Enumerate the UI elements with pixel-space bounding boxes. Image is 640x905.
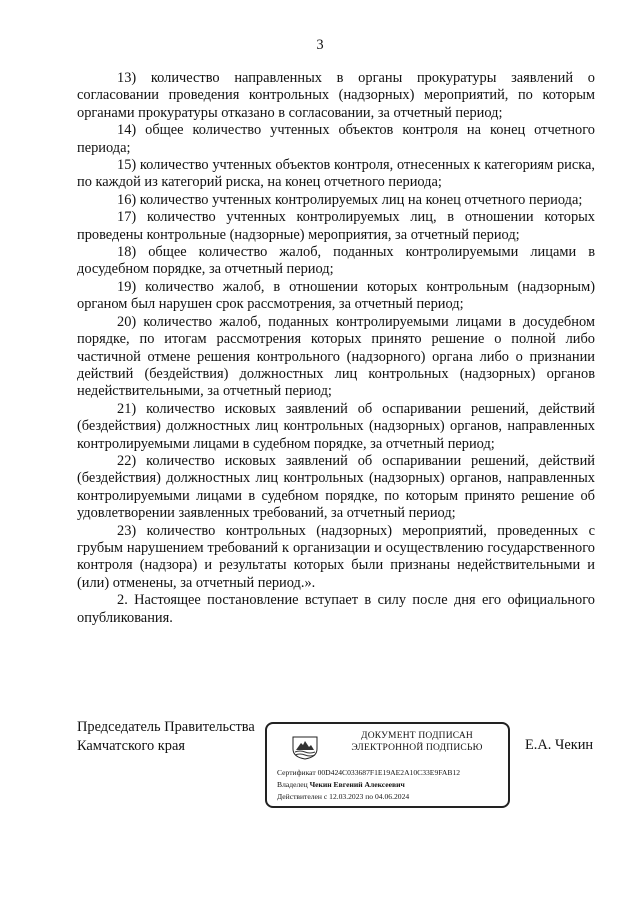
regional-emblem-icon xyxy=(291,734,319,760)
paragraph: 14) общее количество учтенных объектов контроля на конец отчетного периода; xyxy=(77,122,595,156)
stamp-owner-line xyxy=(277,779,509,791)
stamp-certificate-line xyxy=(277,767,509,779)
paragraph: 22) количество исковых заявлений об оспаривании решений, действий (бездействия) должностных лиц контрольных (надзорных) органов, направленных контролируемыми лицами в судебном порядке, по которым принято решение об удовлетворении заявленных требований, за отчетный период; xyxy=(77,452,595,522)
stamp-title-line: ДОКУМЕНТ ПОДПИСАН xyxy=(361,731,473,741)
paragraph: 20) количество жалоб, поданных контролируемыми лицами в досудебном порядке, по итогам рассмотрения которых принято решение о полной либо частичной отмене решения контрольного (надзорного) органа либо о признании действий (бездействия) должностных лиц контрольных (надзорных) органов недействительными, за отчетный период; xyxy=(77,313,595,400)
valid-to: 04.06.2024 xyxy=(375,792,410,801)
owner-label: Владелец xyxy=(277,780,308,789)
certificate-value: 00D424C033687F1E19AE2A10C33E9FAB12 xyxy=(317,768,461,777)
stamp-title xyxy=(327,730,507,754)
valid-from: 12.03.2023 xyxy=(329,792,364,801)
stamp-title-line: ЭЛЕКТРОННОЙ ПОДПИСЬЮ xyxy=(351,743,483,753)
owner-value: Чекин Евгений Алексеевич xyxy=(309,780,405,789)
paragraph: 23) количество контрольных (надзорных) мероприятий, проведенных с грубым нарушением требований к организации и осуществлению государственного контроля (надзора) и результаты которых были признаны недействительными и (или) отменены, за отчетный период.». xyxy=(77,522,595,591)
signatory-position xyxy=(77,718,255,756)
document-body xyxy=(77,70,595,627)
paragraph: 17) количество учтенных контролируемых лиц, в отношении которых проведены контрольные (надзорные) мероприятия, за отчетный период; xyxy=(77,209,595,243)
signatory-name: Е.А. Чекин xyxy=(525,737,594,753)
signatory-position-line: Председатель Правительства xyxy=(77,719,255,735)
paragraph: 16) количество учтенных контролируемых лиц на конец отчетного периода; xyxy=(117,191,583,208)
paragraph: 13) количество направленных в органы прокуратуры заявлений о согласовании проведения контрольных (надзорных) мероприятий, по которым органами прокуратуры отказано в согласовании, за отчетный период; xyxy=(77,70,595,121)
paragraph: 19) количество жалоб, в отношении которых контрольным (надзорным) органом был нарушен срок рассмотрения, за отчетный период; xyxy=(77,278,595,313)
valid-to-label: по xyxy=(365,792,374,801)
stamp-validity-line xyxy=(277,791,509,803)
paragraph: 18) общее количество жалоб, поданных контролируемыми лицами в досудебном порядке, за отчетный период; xyxy=(77,244,595,278)
stamp-details xyxy=(277,767,509,803)
electronic-signature-stamp xyxy=(265,722,510,808)
paragraph: 21) количество исковых заявлений об оспаривании решений, действий (бездействия) должностных лиц контрольных (надзорных) органов, направленных контролируемыми лицами в судебном порядке, за отчетный период; xyxy=(77,400,595,452)
paragraph: 15) количество учтенных объектов контроля, отнесенных к категориям риска, по каждой из категорий риска, на конец отчетного периода; xyxy=(77,157,595,191)
certificate-label: Сертификат xyxy=(277,768,316,777)
paragraph: 2. Настоящее постановление вступает в силу после дня его официального опубликования. xyxy=(77,592,595,626)
valid-label: Действителен с xyxy=(277,792,328,801)
page-number: 3 xyxy=(316,37,324,53)
signatory-position-line: Камчатского края xyxy=(77,738,185,754)
